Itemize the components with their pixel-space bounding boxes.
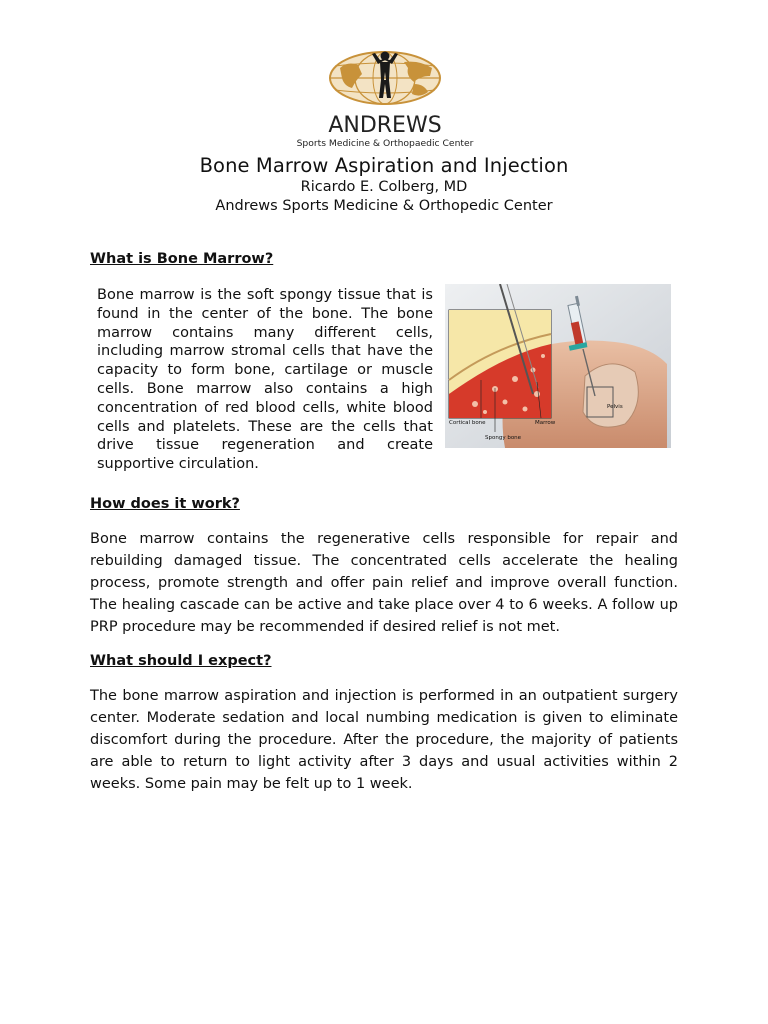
globe-logo-icon <box>282 46 488 150</box>
label-pelvis: Pelvis <box>607 404 623 410</box>
section-body-what-should-i-expect: The bone marrow aspiration and injection is performed in an outpatient surgery center. Moderate sedation and local numbing medication is given to eliminate discomfort during the procedure. After the procedure, the majority of patients are able to return to light activity after 3 days and usual activities within 2 weeks. Some pain may be felt up to 1 week. <box>90 688 678 792</box>
logo-brand-text: ANDREWS <box>328 113 442 138</box>
document-title: Bone Marrow Aspiration and Injection <box>199 154 569 177</box>
section-heading-what-is-bone-marrow: What is Bone Marrow? <box>90 251 274 267</box>
andrews-logo <box>282 46 488 150</box>
document-author: Ricardo E. Colberg, MD <box>300 179 468 195</box>
document-organization: Andrews Sports Medicine & Orthopedic Center <box>215 198 553 214</box>
label-spongy-bone: Spongy bone <box>485 435 522 441</box>
section-heading-how-does-it-work: How does it work? <box>90 496 240 512</box>
logo-tagline-text: Sports Medicine & Orthopaedic Center <box>296 138 474 149</box>
label-cortical-bone: Cortical bone <box>449 420 486 426</box>
section-body-what-is-bone-marrow: Bone marrow is the soft spongy tissue that is found in the center of the bone. The bone marrow contains many different cells, including marrow stromal cells that have the capacity to form bone, cartilage or muscle cells. Bone marrow also contains a high concentration of red blood cells, white blood cells and platelets. These are the cells that drive tissue regeneration and create supportive circulation. <box>97 287 433 473</box>
section-body-how-does-it-work: Bone marrow contains the regenerative cells responsible for repair and rebuilding damaged tissue. The concentrated cells accelerate the healing process, promote strength and offer pain relief and improve overall function. The healing cascade can be active and take place over 4 to 6 weeks. A follow up PRP procedure may be recommended if desired relief is not met. <box>90 531 678 635</box>
bone-marrow-illustration <box>445 284 671 448</box>
section-heading-what-should-i-expect: What should I expect? <box>90 653 272 669</box>
pelvis-shape <box>583 364 638 427</box>
label-marrow: Marrow <box>535 420 556 426</box>
